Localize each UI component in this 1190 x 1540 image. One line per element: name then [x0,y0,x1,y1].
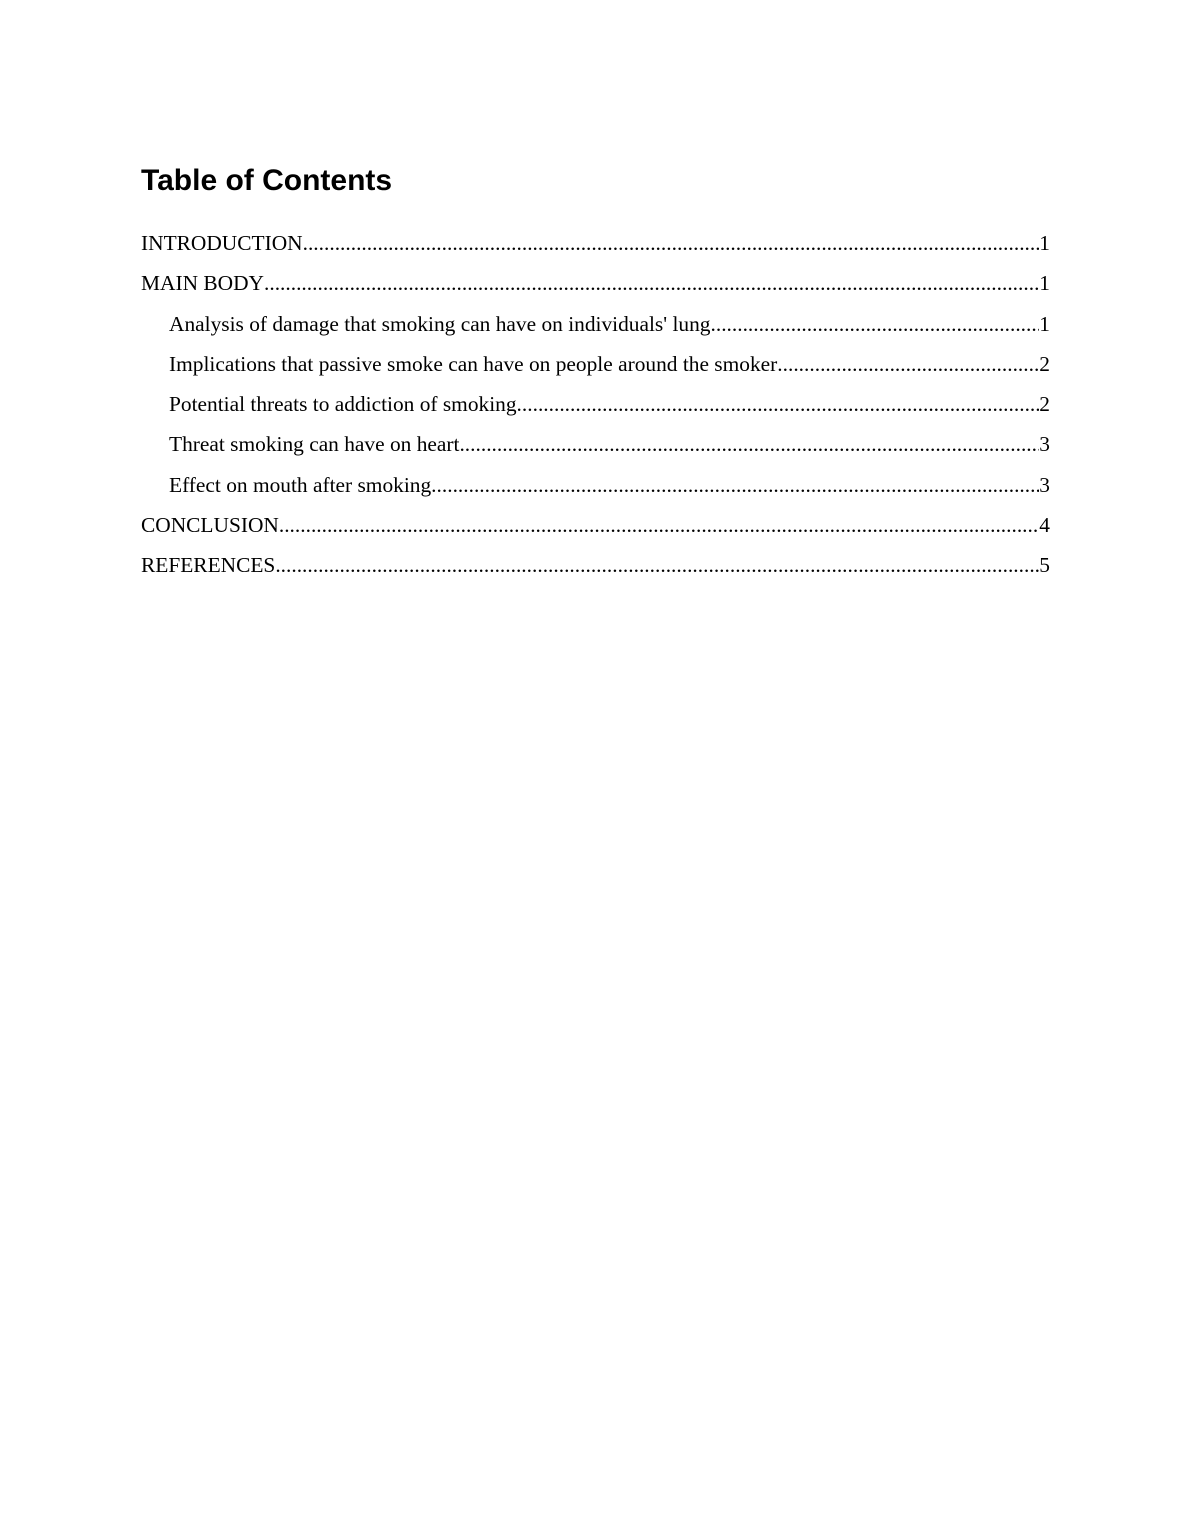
dot-leader [777,348,1039,380]
dot-leader [459,428,1039,460]
toc-entry-page: 3 [1039,472,1050,497]
toc-entry-heart-threat[interactable] [141,428,1050,468]
toc-entry-page: 1 [1039,231,1050,255]
dot-leader [711,308,1040,340]
dot-leader [275,549,1039,581]
toc-entry-page: 2 [1039,351,1050,376]
toc-entry-title: Effect on mouth after smoking [169,472,432,497]
toc-entry-title: Implications that passive smoke can have on people around the smoker [169,351,778,376]
dot-leader [431,469,1039,501]
toc-heading: Table of Contents [141,164,393,197]
toc-entry-title: Potential threats to addiction of smoking [169,392,517,417]
toc-entry-references[interactable] [141,549,1050,589]
toc-entry-mouth-effect[interactable] [141,469,1050,509]
toc-entry-introduction[interactable] [141,227,1050,267]
toc-entry-page: 5 [1039,553,1050,578]
toc-entry-page: 1 [1039,271,1050,296]
toc-entry-title: MAIN BODY [141,271,264,296]
toc-entry-title: INTRODUCTION [141,231,303,255]
toc-entry-page: 4 [1039,513,1050,538]
dot-leader [279,509,1039,541]
toc-entry-title: REFERENCES [141,553,276,578]
toc-entry-addiction-threats[interactable] [141,388,1050,428]
dot-leader [303,227,1040,259]
toc-entry-lung-damage[interactable] [141,308,1050,348]
toc-entry-main-body[interactable] [141,267,1050,307]
toc-entry-passive-smoke[interactable] [141,348,1050,388]
toc-entry-page: 1 [1039,311,1050,336]
toc-entry-page: 3 [1039,432,1050,457]
dot-leader [517,388,1040,420]
toc-list [141,227,1050,590]
toc-entry-title: Analysis of damage that smoking can have on individuals' lung [169,311,711,336]
dot-leader [264,267,1039,299]
toc-entry-title: CONCLUSION [141,513,279,538]
toc-entry-title: Threat smoking can have on heart [169,432,460,457]
toc-entry-conclusion[interactable] [141,509,1050,549]
toc-entry-page: 2 [1039,392,1050,417]
